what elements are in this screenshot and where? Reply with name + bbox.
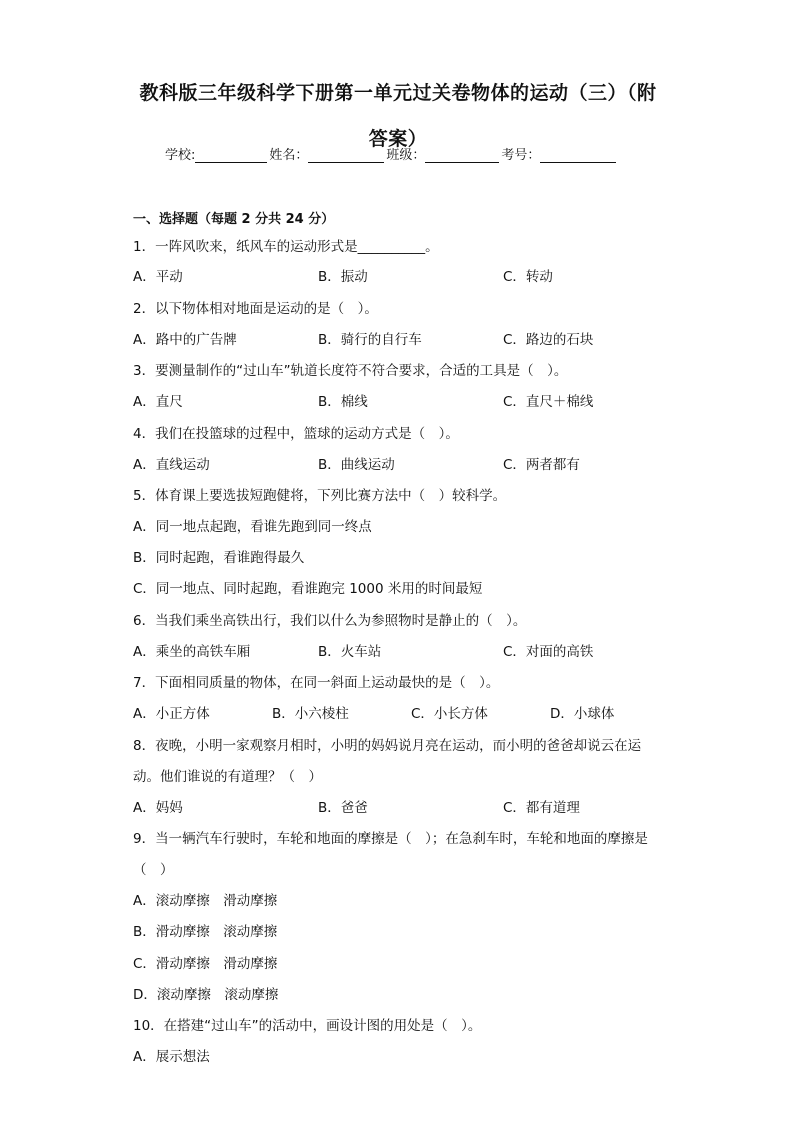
q2-option-c: C．路边的石块 bbox=[503, 332, 594, 348]
class-field bbox=[386, 144, 501, 163]
q9-option-b: B．滑动摩擦 滚动摩擦 bbox=[133, 924, 278, 940]
school-label: 学校: bbox=[165, 148, 196, 163]
question-8-line-1: 8．夜晚，小明一家观察月相时，小明的妈妈说月亮在运动，而小明的爸爸却说云在运 bbox=[133, 738, 642, 754]
question-7: 7．下面相同质量的物体，在同一斜面上运动最快的是（ ）。 bbox=[133, 675, 500, 691]
class-label: 班级： bbox=[386, 148, 426, 163]
q7-option-b: B．小六棱柱 bbox=[272, 706, 349, 722]
name-blank bbox=[308, 148, 384, 163]
q4-option-b: B．曲线运动 bbox=[318, 457, 395, 473]
question-5: 5．体育课上要选拔短跑健将，下列比赛方法中（ ）较科学。 bbox=[133, 488, 507, 504]
q6-option-a: A．乘坐的高铁车厢 bbox=[133, 644, 251, 660]
q9-option-a: A．滚动摩擦 滑动摩擦 bbox=[133, 893, 278, 909]
question-2: 2．以下物体相对地面是运动的是（ ）。 bbox=[133, 301, 378, 317]
q1-option-a: A．平动 bbox=[133, 269, 183, 285]
question-6: 6．当我们乘坐高铁出行，我们以什么为参照物时是静止的（ ）。 bbox=[133, 613, 527, 629]
q4-option-a: A．直线运动 bbox=[133, 457, 210, 473]
q6-option-b: B．火车站 bbox=[318, 644, 382, 660]
q7-option-d: D．小球体 bbox=[550, 706, 615, 722]
q6-option-c: C．对面的高铁 bbox=[503, 644, 594, 660]
exam-number-label: 考号： bbox=[501, 148, 541, 163]
question-9-line-2: （ ） bbox=[133, 862, 174, 878]
q5-option-b: B．同时起跑，看谁跑得最久 bbox=[133, 550, 305, 566]
q1-option-b: B．振动 bbox=[318, 269, 368, 285]
q9-option-d: D．滚动摩擦 滚动摩擦 bbox=[133, 987, 279, 1003]
school-blank bbox=[195, 148, 267, 163]
question-1: 1．一阵风吹来，纸风车的运动形式是__________。 bbox=[133, 239, 439, 255]
q1-option-c: C．转动 bbox=[503, 269, 553, 285]
q10-option-a: A．展示想法 bbox=[133, 1049, 210, 1065]
question-8-line-2: 动。他们谁说的有道理？（ ） bbox=[133, 769, 322, 785]
q7-option-a: A．小正方体 bbox=[133, 706, 210, 722]
q8-option-a: A．妈妈 bbox=[133, 800, 183, 816]
page-title: 教科版三年级科学下册第一单元过关卷物体的运动（三）（附答案） bbox=[139, 82, 657, 150]
q5-option-a: A．同一地点起跑，看谁先跑到同一终点 bbox=[133, 519, 372, 535]
q3-option-a: A．直尺 bbox=[133, 394, 183, 410]
class-blank bbox=[425, 148, 499, 163]
name-field bbox=[269, 144, 386, 163]
question-3: 3．要测量制作的“过山车”轨道长度符不符合要求，合适的工具是（ ）。 bbox=[133, 363, 568, 379]
q2-option-a: A．路中的广告牌 bbox=[133, 332, 237, 348]
q4-option-c: C．两者都有 bbox=[503, 457, 580, 473]
q3-option-b: B．棉线 bbox=[318, 394, 368, 410]
exam-number-field bbox=[501, 144, 618, 163]
q3-option-c: C．直尺＋棉线 bbox=[503, 394, 594, 410]
q9-option-c: C．滑动摩擦 滑动摩擦 bbox=[133, 956, 278, 972]
q8-option-c: C．都有道理 bbox=[503, 800, 580, 816]
question-9-line-1: 9．当一辆汽车行驶时，车轮和地面的摩擦是（ ）；在急刹车时，车轮和地面的摩擦是 bbox=[133, 831, 648, 847]
section-heading-choice: 一、选择题（每题 2 分共 24 分） bbox=[133, 212, 335, 227]
q2-option-b: B．骑行的自行车 bbox=[318, 332, 422, 348]
name-label: 姓名： bbox=[269, 148, 309, 163]
q7-option-c: C．小长方体 bbox=[411, 706, 488, 722]
exam-number-blank bbox=[540, 148, 616, 163]
student-info-row bbox=[165, 144, 635, 163]
q5-option-c: C．同一地点、同时起跑，看谁跑完 1000 米用的时间最短 bbox=[133, 581, 483, 597]
q8-option-b: B．爸爸 bbox=[318, 800, 368, 816]
question-4: 4．我们在投篮球的过程中，篮球的运动方式是（ ）。 bbox=[133, 426, 459, 442]
school-field bbox=[165, 144, 269, 163]
question-10: 10．在搭建“过山车”的活动中，画设计图的用处是（ ）。 bbox=[133, 1018, 482, 1034]
